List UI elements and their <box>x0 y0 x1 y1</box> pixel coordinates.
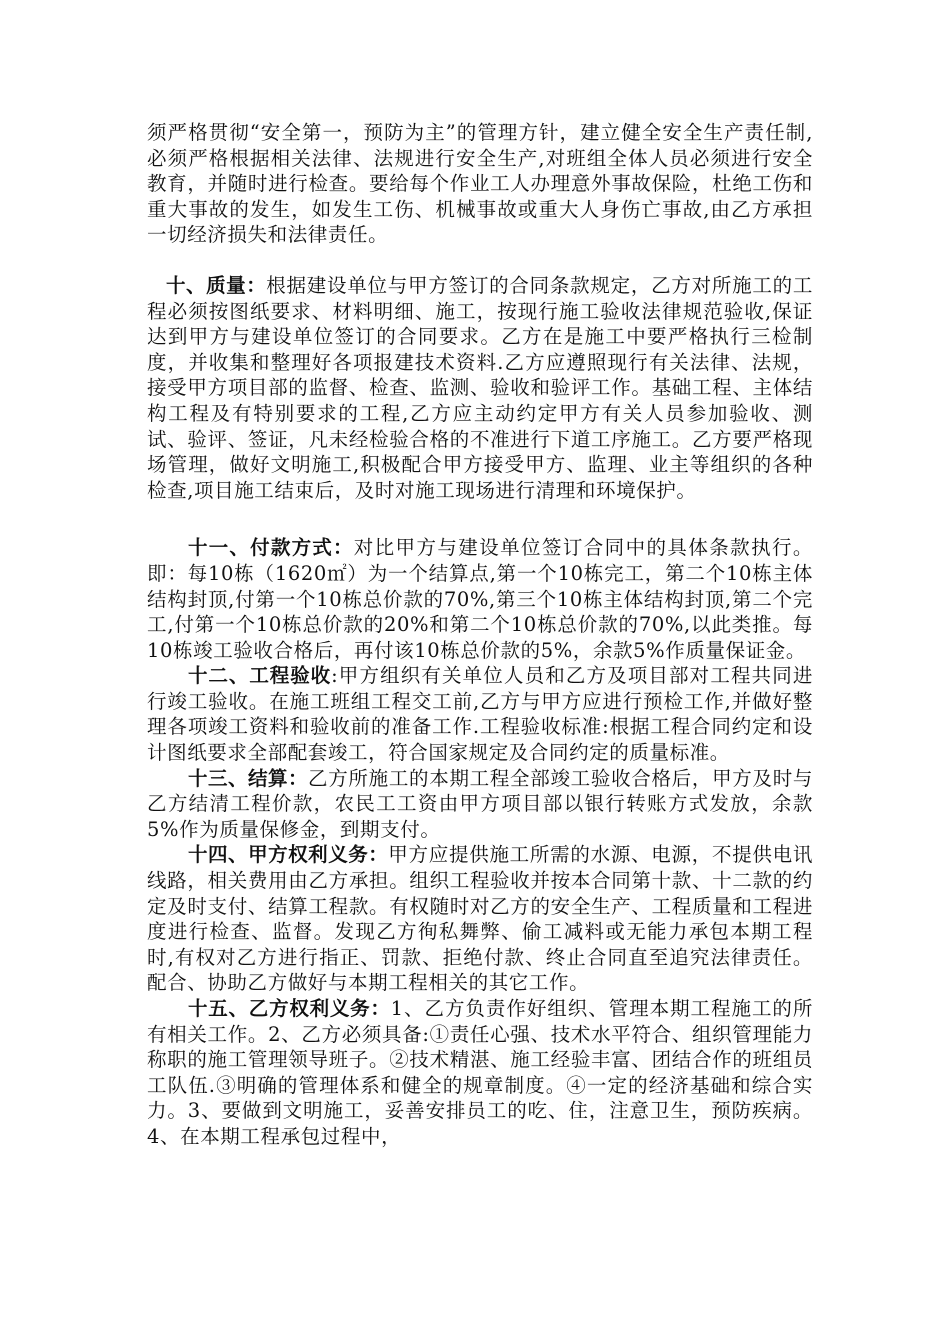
paragraph-text: 须严格贯彻“安全第一，预防为主”的管理方针，建立健全安全生产责任制,必须严格根据相关法律、法规进行安全生产,对班组全体人员必须进行安全教育，并随时进行检查。要给每个作业工人办理意外事故保险，杜绝工伤和重大事故的发生，如发生工伤、机械事故或重大人身伤亡事故,由乙方承担一切经济损失和法律责任。 <box>147 121 813 247</box>
paragraph-section-12-acceptance <box>147 663 813 765</box>
section-heading: 十一、付款方式： <box>188 536 354 560</box>
section-heading: 十三、结算： <box>188 766 309 790</box>
paragraph-section-13-settlement <box>147 766 813 843</box>
paragraph-text: 甲方应提供施工所需的水源、电源，不提供电讯线路，相关费用由乙方承担。组织工程验收并按本合同第十款、十二款的约定及时支付、结算工程款。有权随时对乙方的安全生产、工程质量和工程进度进行检查、监督。发现乙方徇私舞弊、偷工减料或无能力承包本期工程时,有权对乙方进行指正、罚款、拒绝付款、终止合同直至追究法律责任。配合、协助乙方做好与本期工程相关的其它工作。 <box>147 843 813 995</box>
paragraph-section-10-quality <box>147 273 813 503</box>
section-heading: 十四、甲方权利义务： <box>188 843 389 867</box>
paragraph-text: 乙方所施工的本期工程全部竣工验收合格后，甲方及时与乙方结清工程价款，农民工工资由甲方项目部以银行转账方式发放，余款5%作为质量保修金，到期支付。 <box>147 766 813 841</box>
section-heading: 十、质量： <box>166 273 267 297</box>
paragraph-text: 对比甲方与建设单位签订合同中的具体条款执行。即：每10栋（1620㎡）为一个结算点,第一个10栋完工，第二个10栋主体结构封顶,付第一个10栋总价款的70%,第三个10栋主体结构封顶,第二个完工,付第一个10栋总价款的20%和第二个10栋总价款的70%,以此类推。每10栋竣工验收合格后，再付该10栋总价款的5%，余款5%作质量保证金。 <box>147 536 814 662</box>
paragraph-safety-continued <box>147 120 813 248</box>
paragraph-section-14-party-a <box>147 842 813 996</box>
paragraph-text: :甲方组织有关单位人员和乙方及项目部对工程共同进行竣工验收。在施工班组工程交工前,乙方与甲方应进行预检工作,并做好整理各项竣工资料和验收前的准备工作.工程验收标准:根据工程合同约定和设计图纸要求全部配套竣工，符合国家规定及合同约定的质量标准。 <box>147 664 813 765</box>
paragraph-section-11-payment <box>147 535 813 663</box>
section-heading: 十五、乙方权利义务： <box>188 997 391 1020</box>
paragraph-text: 1、乙方负责作好组织、管理本期工程施工的所有相关工作。2、乙方必须具备:①责任心强、技术水平符合、组织管理能力称职的施工管理领导班子。②技术精湛、施工经验丰富、团结合作的班组员工队伍.③明确的管理体系和健全的规章制度。④一定的经济基础和综合实力。3、要做到文明施工，妥善安排员工的吃、住，注意卫生，预防疾病。4、在本期工程承包过程中， <box>147 997 813 1148</box>
section-heading: 十二、工程验收 <box>188 664 332 688</box>
paragraph-text: 根据建设单位与甲方签订的合同条款规定，乙方对所施工的工程必须按图纸要求、材料明细、施工，按现行施工验收法律规范验收,保证达到甲方与建设单位签订的合同要求。乙方在是施工中要严格执行三检制度，并收集和整理好各项报建技术资料.乙方应遵照现行有关法律、法规，接受甲方项目部的监督、检查、监测、验收和验评工作。基础工程、主体结构工程及有特别要求的工程,乙方应主动约定甲方有关人员参加验收、测试、验评、签证，凡未经检验合格的不准进行下道工序施工。乙方要严格现场管理，做好文明施工,积极配合甲方接受甲方、监理、业主等组织的各种检查,项目施工结束后，及时对施工现场进行清理和环境保护。 <box>147 273 813 502</box>
contract-body <box>147 120 813 1150</box>
paragraph-section-15-party-b <box>147 996 813 1150</box>
